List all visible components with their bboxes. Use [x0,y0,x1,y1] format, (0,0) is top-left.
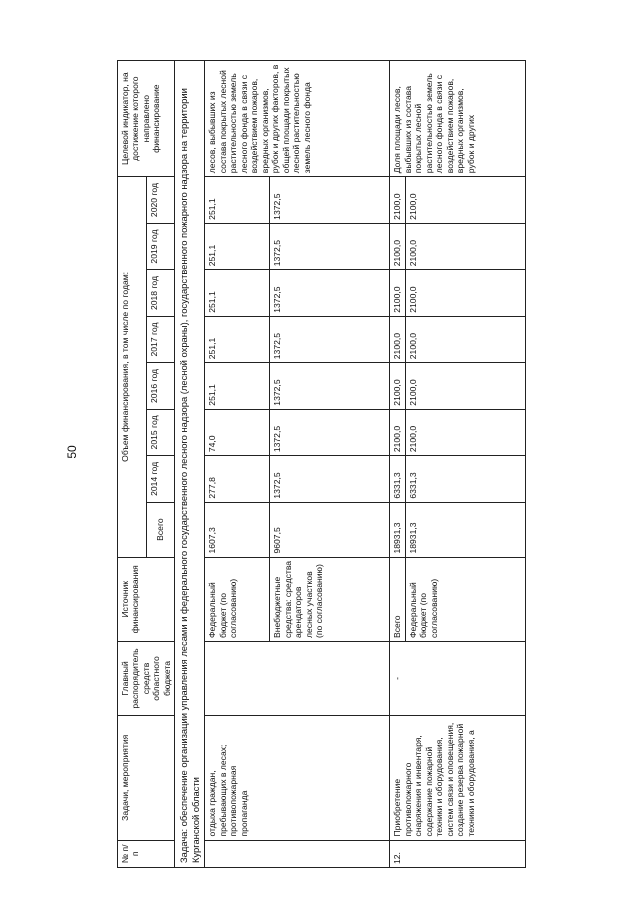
rotated-table-container [117,60,634,868]
row-year-value: 1372,5 [270,316,390,362]
row-year-value: 251,1 [205,177,270,224]
header-no: № п/п [118,840,175,867]
row-admin: - [390,642,525,716]
row-year-value: 1372,5 [270,177,390,224]
page-number: 50 [65,445,79,459]
row-admin [205,642,390,716]
header-task: Задачи, мероприятия [118,715,175,840]
row-year-value: 1372,5 [270,456,390,502]
table-row [205,61,270,868]
row-total: 18931,3 [390,502,405,557]
row-year-value: 2100,0 [405,363,525,409]
task-description: Задача: обеспечение организации управления лесами и федерального государственного лесного надзора (лесной охраны), государственного пожарного надзора на территории Курганской области [175,61,205,868]
row-year-value: 2100,0 [390,223,405,269]
row-year-value: 251,1 [205,316,270,362]
row-year-value: 2100,0 [405,223,525,269]
header-year: 2017 год [146,316,175,362]
row-year-value: 6331,3 [405,456,525,502]
row-source: Всего [390,557,405,641]
task-row [175,61,205,868]
row-task: Приобретение противопожарного снаряжения и инвентаря, содержание пожарной техники и оборудования, систем связи и оповещения, создание резерва пожарной техники и оборудования, а [390,715,525,840]
header-admin: Главный распорядитель средств областного бюджета [118,642,175,716]
row-year-value: 2100,0 [405,270,525,316]
row-total: 18931,3 [405,502,525,557]
header-year: 2018 год [146,270,175,316]
header-total: Всего [146,502,175,557]
header-row-1 [118,61,147,868]
table-row [390,61,405,868]
row-year-value: 2100,0 [405,409,525,455]
row-year-value: 2100,0 [405,177,525,224]
row-year-value: 1372,5 [270,270,390,316]
row-year-value: 74,0 [205,409,270,455]
row-task: отдыха граждан, пребывающих в лесах; противопожарная пропаганда [205,715,390,840]
row-year-value: 2100,0 [390,409,405,455]
row-number [205,840,390,867]
header-year: 2015 год [146,409,175,455]
row-source: Федеральный бюджет (по согласованию) [405,557,525,641]
header-source: Источник финансирования [118,557,175,641]
row-total: 9607,5 [270,502,390,557]
header-year: 2020 год [146,177,175,224]
row-year-value: 277,8 [205,456,270,502]
row-year-value: 2100,0 [405,316,525,362]
row-source: Федеральный бюджет (по согласованию) [205,557,270,641]
header-indicator: Целевой индикатор, на достижение которого направлено финансирование [118,61,175,177]
row-source: Внебюджетные средства: средства арендаторов лесных участков (по согласованию) [270,557,390,641]
row-year-value: 251,1 [205,223,270,269]
row-year-value: 2100,0 [390,177,405,224]
header-year: 2019 год [146,223,175,269]
row-year-value: 1372,5 [270,363,390,409]
header-funding: Объем финансирования, в том числе по годам: [118,177,147,557]
row-year-value: 2100,0 [390,363,405,409]
row-total: 1607,3 [205,502,270,557]
row-number: 12. [390,840,525,867]
row-year-value: 2100,0 [390,316,405,362]
row-year-value: 1372,5 [270,409,390,455]
row-year-value: 2100,0 [390,270,405,316]
funding-table [117,60,526,868]
row-year-value: 251,1 [205,363,270,409]
row-year-value: 1372,5 [270,223,390,269]
header-year: 2016 год [146,363,175,409]
row-indicator: лесов, выбывших из состава покрытых лесной растительностью земель лесного фонда в связи с воздействием пожаров, вредных организмов, рубок и других факторов, в общей площади покрытых лесной растительностью земель лесного фонда [205,61,390,177]
row-indicator: Доля площади лесов, выбывших из состава покрытых лесной растительностью земель лесного фонда в связи с воздействием пожаров, вредных организмов, рубок и других [390,61,525,177]
row-year-value: 251,1 [205,270,270,316]
row-year-value: 6331,3 [390,456,405,502]
header-year: 2014 год [146,456,175,502]
